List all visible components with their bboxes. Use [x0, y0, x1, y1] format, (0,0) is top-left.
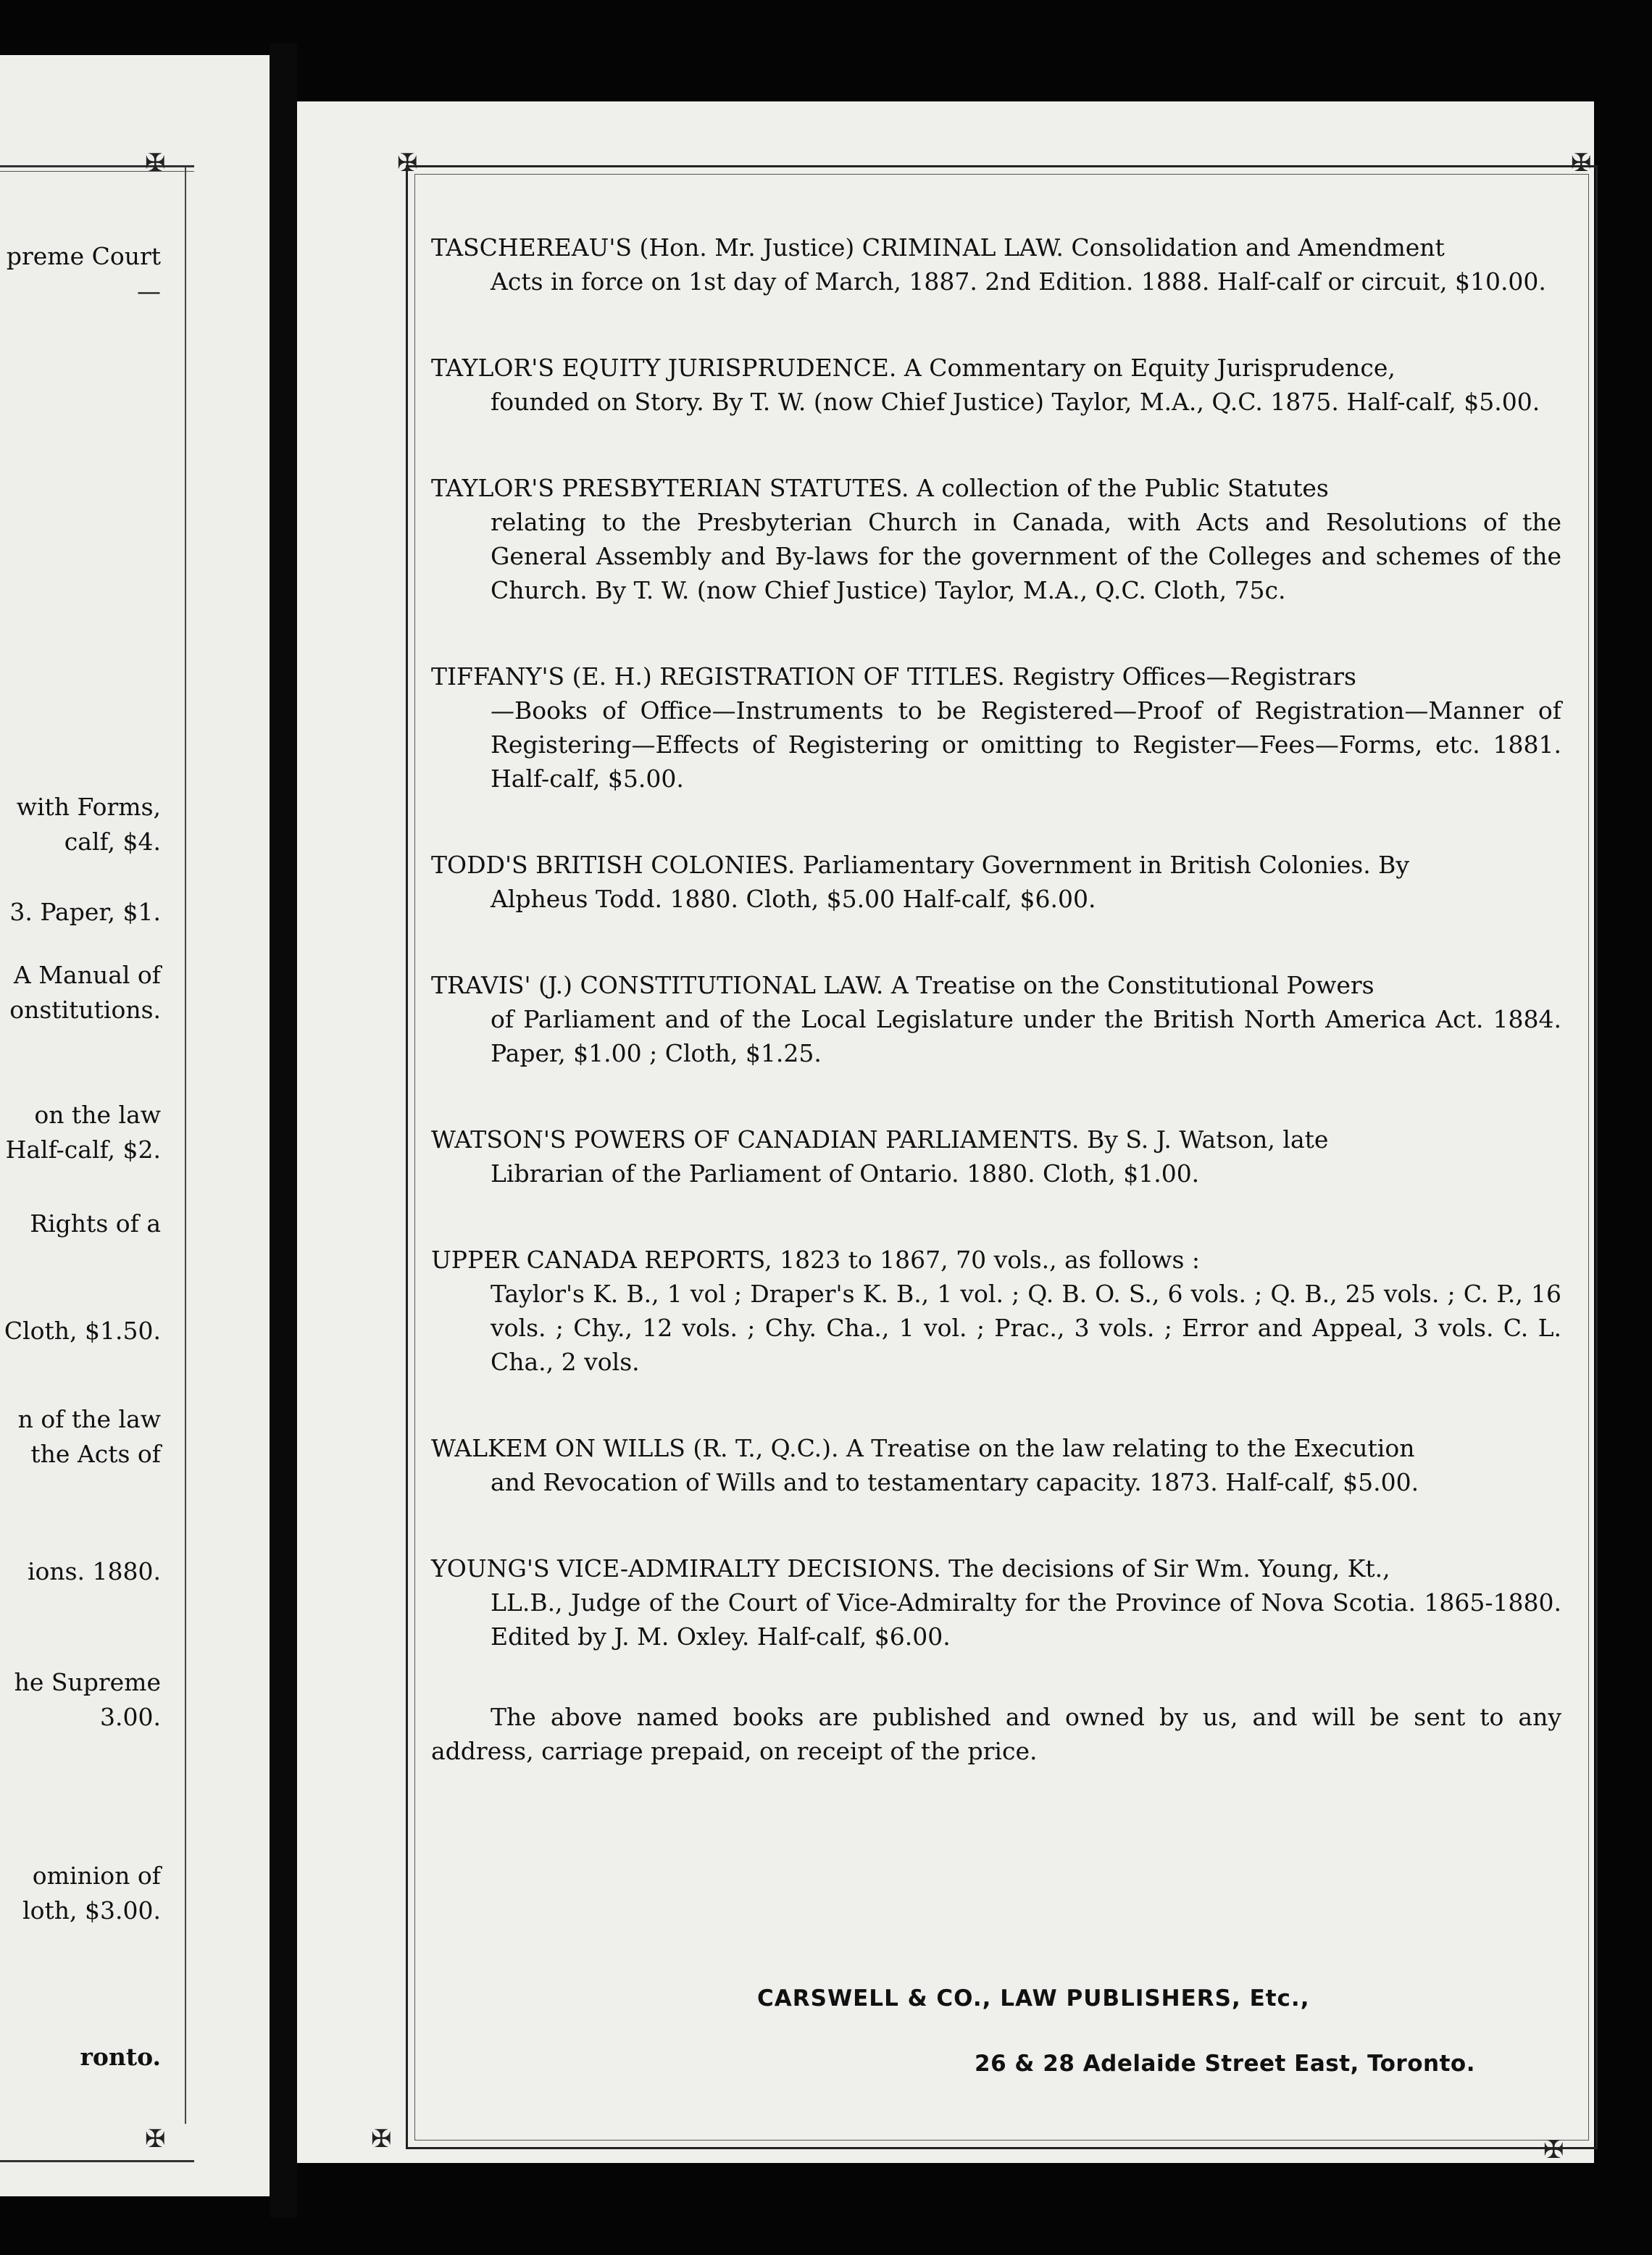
entry-heading: UPPER CANADA REPORTS, 1823 to 1867, 70 vols., as follows :	[431, 1246, 1201, 1274]
left-page-fragment: loth, $3.00.	[22, 1896, 161, 1925]
book-gutter	[270, 43, 297, 2217]
left-bottom-rule	[0, 2160, 194, 2162]
entry-description: Librarian of the Parliament of Ontario. 1880. Cloth, $1.00.	[491, 1159, 1200, 1188]
entry-heading: WALKEM ON WILLS (R. T., Q.C.). A Treatise on the law relating to the Execution	[431, 1434, 1415, 1462]
catalogue-entry	[431, 230, 1561, 299]
left-page-fragment: on the law	[34, 1101, 161, 1129]
entry-description: Taylor's K. B., 1 vol ; Draper's K. B., 1 vol. ; Q. B. O. S., 6 vols. ; Q. B., 25 vols. ; C. P., 16 vols. ; Chy., 12 vols. ; Chy. Cha., 1 vol. ; Prac., 3 vols. ; Error and Appeal, 3 vols. C. L. Cha., 2 vols.	[491, 1280, 1561, 1376]
catalogue-entry	[431, 1243, 1561, 1379]
entry-description: LL.B., Judge of the Court of Vice-Admiralty for the Province of Nova Scotia. 1865-1880. Edited by J. M. Oxley. Half-calf, $6.00.	[491, 1588, 1561, 1651]
entry-description: —Books of Office—Instruments to be Registered—Proof of Registration—Manner of Registering—Effects of Registering or omitting to Register—Fees—Forms, etc. 1881. Half-calf, $5.00.	[491, 696, 1561, 793]
left-page-fragment: Rights of a	[30, 1209, 161, 1238]
catalogue-entry	[431, 1551, 1561, 1654]
notice-text: The above named books are published and owned by us, and will be sent to any address, carriage prepaid, on receipt of the price.	[431, 1703, 1561, 1765]
catalogue-entry	[431, 659, 1561, 796]
catalogue-entry	[431, 1122, 1561, 1191]
corner-ornament-icon: ✠	[1571, 149, 1592, 178]
catalogue-entry	[431, 471, 1561, 607]
entry-description: founded on Story. By T. W. (now Chief Justice) Taylor, M.A., Q.C. 1875. Half-calf, $5.00.	[491, 388, 1540, 416]
left-page-fragment: with Forms,	[16, 793, 161, 821]
entry-heading: TASCHEREAU'S (Hon. Mr. Justice) CRIMINAL LAW. Consolidation and Amendment	[431, 233, 1445, 262]
ordering-notice	[431, 1700, 1561, 1768]
publisher-name: CARSWELL & CO., LAW PUBLISHERS, Etc.,	[757, 1985, 1310, 2012]
entry-heading: TAYLOR'S EQUITY JURISPRUDENCE. A Commentary on Equity Jurisprudence,	[431, 354, 1396, 382]
left-page-fragment: n of the law	[17, 1405, 161, 1433]
entry-heading: WATSON'S POWERS OF CANADIAN PARLIAMENTS. By S. J. Watson, late	[431, 1125, 1329, 1154]
publisher-address: 26 & 28 Adelaide Street East, Toronto.	[975, 2051, 1475, 2077]
entry-description: and Revocation of Wills and to testamentary capacity. 1873. Half-calf, $5.00.	[491, 1468, 1419, 1496]
entry-heading: TAYLOR'S PRESBYTERIAN STATUTES. A collection of the Public Statutes	[431, 474, 1329, 502]
catalogue-entry	[431, 968, 1561, 1070]
left-page-fragment: 3. Paper, $1.	[9, 898, 161, 926]
left-page-fragment: ronto.	[80, 2043, 161, 2071]
catalogue-list	[431, 230, 1561, 1768]
left-page-fragment: onstitutions.	[9, 996, 161, 1024]
left-border	[185, 167, 186, 2124]
entry-description: relating to the Presbyterian Church in Canada, with Acts and Resolutions of the General Assembly and By-laws for the government of the Colleges and schemes of the Church. By T. W. (now Chief Justice) Taylor, M.A., Q.C. Cloth, 75c.	[491, 508, 1561, 604]
left-page-fragment: ions. 1880.	[27, 1557, 161, 1585]
entry-heading: YOUNG'S VICE-ADMIRALTY DECISIONS. The decisions of Sir Wm. Young, Kt.,	[431, 1554, 1390, 1583]
left-page-fragment: 3.00.	[100, 1703, 161, 1731]
catalogue-entry	[431, 1431, 1561, 1499]
corner-ornament-icon: ✠	[145, 2125, 166, 2154]
corner-ornament-icon: ✠	[397, 149, 418, 178]
left-page-fragment: preme Court	[6, 242, 161, 270]
entry-heading: TRAVIS' (J.) CONSTITUTIONAL LAW. A Treatise on the Constitutional Powers	[431, 971, 1374, 999]
left-page-fragment: the Acts of	[30, 1440, 161, 1468]
left-page-fragment: Cloth, $1.50.	[4, 1317, 161, 1345]
left-page-fragment: Half-calf, $2.	[5, 1135, 161, 1164]
corner-ornament-icon: ✠	[1543, 2135, 1564, 2164]
left-page-fragment: he Supreme	[14, 1668, 161, 1696]
catalogue-entry	[431, 848, 1561, 916]
entry-description: Alpheus Todd. 1880. Cloth, $5.00 Half-calf, $6.00.	[491, 885, 1096, 913]
entry-description: of Parliament and of the Local Legislature under the British North America Act. 1884. Paper, $1.00 ; Cloth, $1.25.	[491, 1005, 1561, 1067]
catalogue-entry	[431, 351, 1561, 419]
left-page-fragment: A Manual of	[13, 961, 161, 989]
entry-description: Acts in force on 1st day of March, 1887. 2nd Edition. 1888. Half-calf or circuit, $10.00.	[491, 267, 1546, 296]
entry-heading: TODD'S BRITISH COLONIES. Parliamentary Government in British Colonies. By	[431, 851, 1410, 879]
left-page-fragment: —	[137, 277, 161, 305]
left-page	[0, 55, 270, 2196]
corner-ornament-icon: ✠	[371, 2125, 392, 2154]
corner-ornament-icon: ✠	[145, 149, 166, 178]
entry-heading: TIFFANY'S (E. H.) REGISTRATION OF TITLES. Registry Offices—Registrars	[431, 662, 1356, 691]
left-page-fragment: calf, $4.	[64, 828, 161, 856]
left-page-fragment: ominion of	[32, 1862, 161, 1890]
